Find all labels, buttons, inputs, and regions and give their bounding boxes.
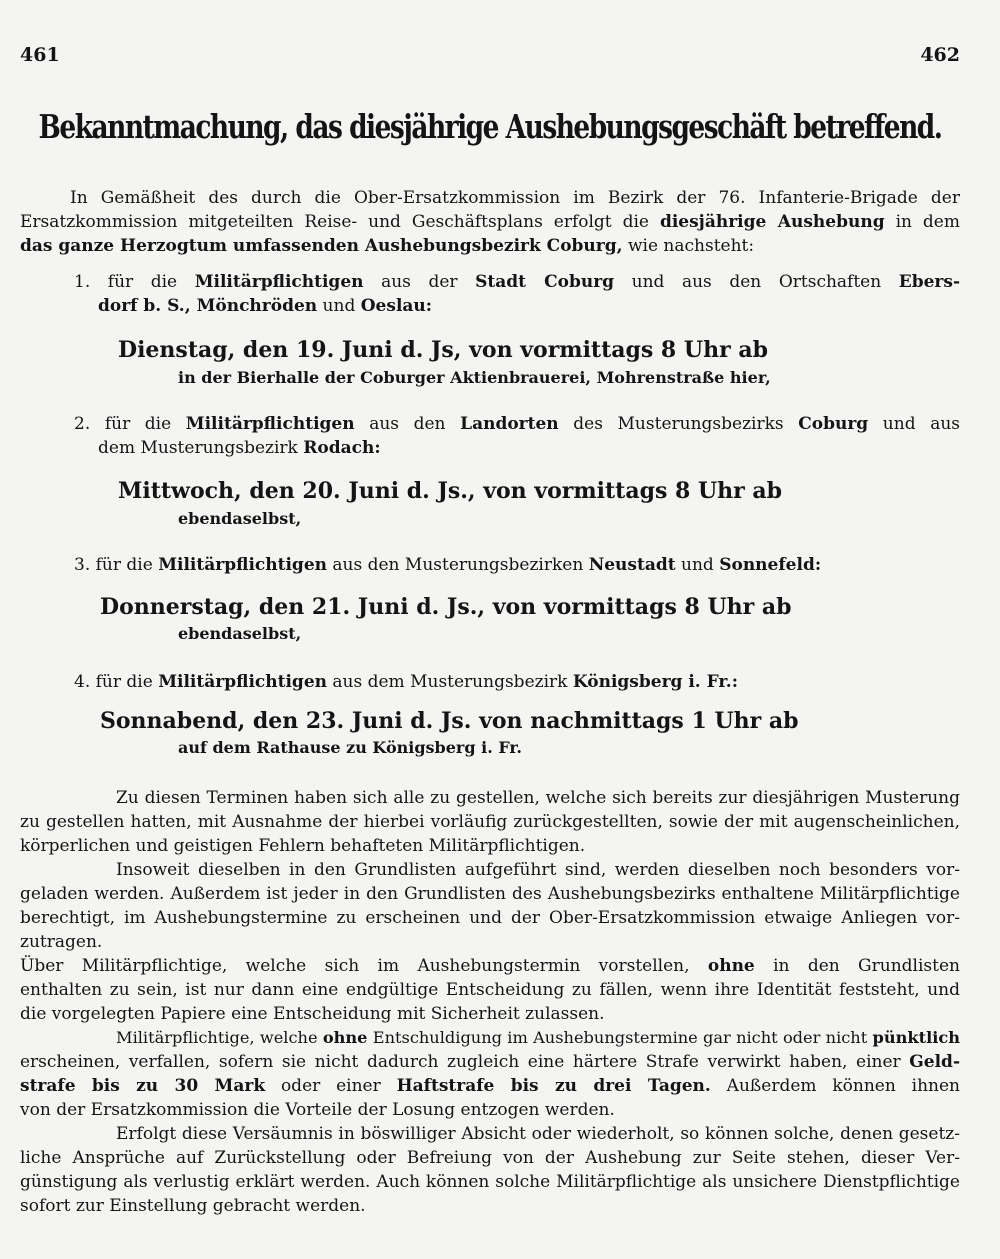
item-text: 2. für die <box>74 414 186 434</box>
item-2-line-2 <box>98 436 381 460</box>
paragraph-line <box>20 1074 960 1098</box>
paragraph-line: günstigung als verlustig erklärt werden. Auch können solche Militärpflichtige als unsichere Dienstpflichtige <box>20 1172 960 1192</box>
intro-text: Ersatzkommission mitgeteilten Reise- und Geschäftsplans erfolgt die <box>20 212 660 232</box>
intro-emphasis: diesjährige Aushebung <box>659 212 885 232</box>
intro-emphasis: das ganze Herzogtum umfassenden Aushebungsbezirk Coburg, <box>20 236 623 256</box>
item-text: aus dem Musterungsbezirk <box>327 672 573 692</box>
item-emphasis: dorf b. S., Mönchröden <box>98 296 318 316</box>
intro-text: in dem <box>884 212 960 232</box>
item-4-place: auf dem Rathause zu Königsberg i. Fr. <box>178 738 522 757</box>
item-text: 4. für die <box>74 672 159 692</box>
paragraph-line: enthalten zu sein, ist nur dann eine endgültige Entscheidung zu fällen, wenn ihre Identität feststeht, und <box>20 980 960 1000</box>
item-text: 3. für die <box>74 555 159 575</box>
item-2-line-1 <box>74 412 960 436</box>
paragraph-emphasis: strafe bis zu 30 Mark <box>20 1076 266 1096</box>
item-emphasis: Coburg <box>798 414 869 434</box>
intro-text: wie nachsteht: <box>622 236 755 256</box>
item-3-place: ebendaselbst, <box>178 624 302 643</box>
paragraph-line: geladen werden. Außerdem ist jeder in den Grundlisten des Aushebungsbezirks enthaltene Militärpflichtige <box>20 884 960 904</box>
paragraph-line: Insoweit dieselben in den Grundlisten aufgeführt sind, werden dieselben noch besonders vor- <box>116 860 960 880</box>
paragraph-line: zutragen. <box>20 932 103 952</box>
page-number-right: 462 <box>920 44 960 66</box>
item-1-line-1 <box>74 270 960 294</box>
paragraph-line <box>20 1050 960 1074</box>
item-emphasis: Militärpflichtigen <box>158 672 327 692</box>
paragraph-text: oder einer <box>265 1076 397 1096</box>
item-4-line-1 <box>74 670 738 694</box>
item-emphasis: Oeslau: <box>360 296 433 316</box>
item-text: und aus den Ortschaften <box>614 272 899 292</box>
paragraph-line: die vorgelegten Papiere eine Entscheidung mit Sicherheit zulassen. <box>20 1004 605 1024</box>
item-4-date: Sonnabend, den 23. Juni d. Js. von nachmittags 1 Uhr ab <box>100 708 799 734</box>
item-emphasis: Königsberg i. Fr.: <box>572 672 738 692</box>
item-emphasis: Militärpflichtigen <box>185 414 355 434</box>
item-emphasis: Stadt Coburg <box>475 272 615 292</box>
paragraph-line: sofort zur Einstellung gebracht werden. <box>20 1196 366 1216</box>
item-1-place: in der Bierhalle der Coburger Aktienbrauerei, Mohrenstraße hier, <box>178 368 771 387</box>
item-emphasis: Rodach: <box>303 438 381 458</box>
item-text: dem Musterungsbezirk <box>98 438 304 458</box>
item-1-date: Dienstag, den 19. Juni d. Js, von vormittags 8 Uhr ab <box>118 337 768 363</box>
paragraph-emphasis: ohne <box>322 1028 368 1047</box>
paragraph-line: von der Ersatzkommission die Vorteile der Losung entzogen werden. <box>20 1100 615 1120</box>
item-text: aus den Musterungsbezirken <box>327 555 589 575</box>
paragraph-emphasis: ohne <box>707 956 755 976</box>
item-emphasis: Sonnefeld: <box>719 555 822 575</box>
paragraph-text: Außerdem können ihnen <box>710 1076 960 1096</box>
paragraph-line: Erfolgt diese Versäumnis in böswilliger Absicht oder wiederholt, so können solche, denen gesetz- <box>116 1124 960 1144</box>
item-text: 1. für die <box>74 272 195 292</box>
item-3-date: Donnerstag, den 21. Juni d. Js., von vormittags 8 Uhr ab <box>100 594 792 620</box>
paragraph-text: in den Grundlisten <box>754 956 960 976</box>
item-2-place: ebendaselbst, <box>178 509 302 528</box>
item-1-line-2 <box>98 294 432 318</box>
intro-line-2 <box>20 210 960 234</box>
paragraph-line: Zu diesen Terminen haben sich alle zu gestellen, welche sich bereits zur diesjährigen Musterung <box>116 788 960 808</box>
document-title: Bekanntmachung, das diesjährige Aushebungsgeschäft betreffend. <box>38 108 942 147</box>
item-3-line-1 <box>74 553 821 577</box>
intro-line-1: In Gemäßheit des durch die Ober-Ersatzkommission im Bezirk der 76. Infanterie-Brigade der <box>70 188 960 208</box>
paragraph-text: Militärpflichtige, welche <box>116 1028 323 1047</box>
paragraph-line <box>20 954 960 978</box>
item-text: und aus <box>868 414 960 434</box>
paragraph-emphasis: Geld- <box>909 1052 960 1072</box>
item-text: und <box>675 555 720 575</box>
item-emphasis: Militärpflichtigen <box>158 555 327 575</box>
item-text: des Musterungsbezirks <box>558 414 799 434</box>
item-emphasis: Neustadt <box>588 555 676 575</box>
item-2-date: Mittwoch, den 20. Juni d. Js., von vormittags 8 Uhr ab <box>118 478 783 504</box>
paragraph-text: Entschuldigung im Aushebungstermine gar nicht oder nicht <box>367 1028 873 1047</box>
paragraph-text: Über Militärpflichtige, welche sich im Aushebungstermin vorstellen, <box>20 956 708 976</box>
intro-line-3 <box>20 234 754 258</box>
item-text: aus der <box>363 272 476 292</box>
paragraph-line: zu gestellen hatten, mit Ausnahme der hierbei vorläufig zurückgestellten, sowie der mit augenscheinlichen, <box>20 812 960 832</box>
paragraph-emphasis: Haftstrafe bis zu drei Tagen. <box>396 1076 711 1096</box>
item-emphasis: Ebers- <box>898 272 960 292</box>
item-emphasis: Landorten <box>460 414 559 434</box>
paragraph-emphasis: pünktlich <box>872 1028 961 1047</box>
item-text: aus den <box>354 414 461 434</box>
paragraph-line: berechtigt, im Aushebungstermine zu erscheinen und der Ober-Ersatzkommission etwaige Anliegen vor- <box>20 908 960 928</box>
paragraph-text: erscheinen, verfallen, sofern sie nicht dadurch zugleich eine härtere Strafe verwirkt haben, einer <box>20 1052 910 1072</box>
page-number-left: 461 <box>20 44 60 66</box>
paragraph-line <box>116 1026 960 1050</box>
paragraph-line: liche Ansprüche auf Zurückstellung oder Befreiung von der Aushebung zur Seite stehen, dieser Ver- <box>20 1148 960 1168</box>
item-text: und <box>317 296 361 316</box>
item-emphasis: Militärpflichtigen <box>194 272 364 292</box>
paragraph-line: körperlichen und geistigen Fehlern behafteten Militärpflichtigen. <box>20 836 586 856</box>
